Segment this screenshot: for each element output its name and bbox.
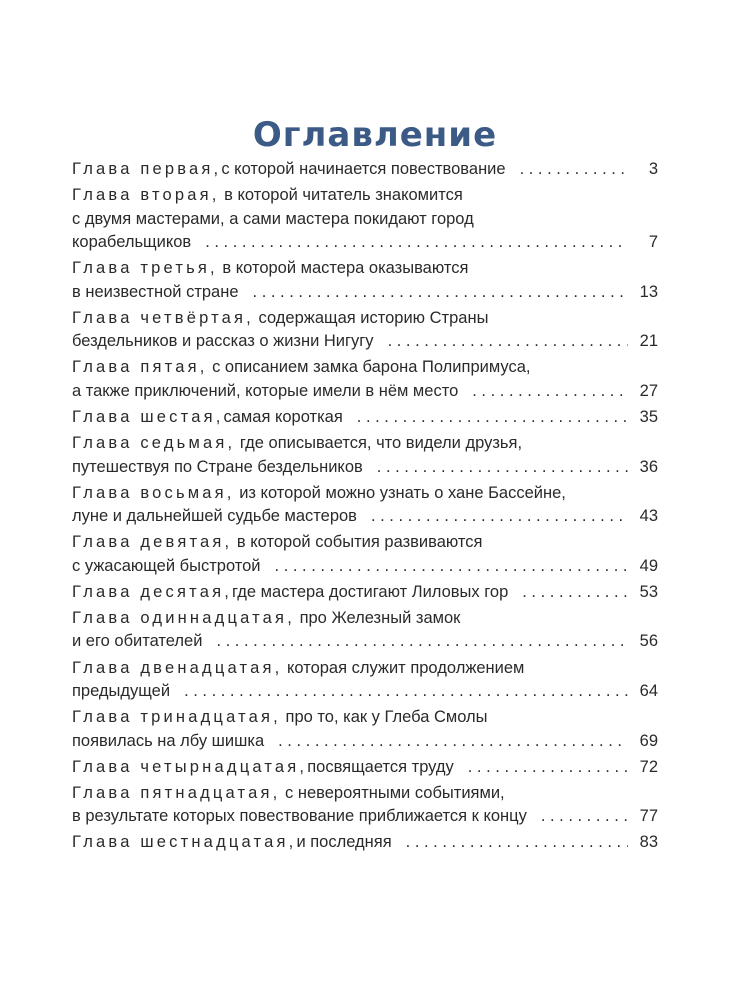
chapter-label: Глава двенадцатая, [72, 658, 283, 677]
dot-leader [216, 630, 627, 654]
chapter-description: которая служит продолжением [282, 658, 525, 677]
toc-line [72, 581, 658, 605]
dot-leader [377, 456, 628, 480]
toc-line [72, 356, 658, 380]
toc-line [72, 432, 658, 456]
toc-line [72, 531, 658, 555]
chapter-label: Глава восьмая, [72, 483, 235, 502]
toc-line [72, 730, 658, 754]
toc-line [72, 657, 658, 681]
chapter-label: Глава девятая, [72, 533, 233, 552]
toc-entry[interactable] [72, 406, 658, 430]
chapter-description-continued: в результате которых повествование приближается к концу [72, 807, 527, 826]
chapter-label: Глава шестая, [72, 407, 224, 426]
page-number: 49 [639, 556, 658, 575]
toc-line [72, 782, 658, 806]
dot-leader [520, 158, 628, 182]
chapter-label: Глава третья, [72, 259, 218, 278]
toc-line [72, 756, 658, 780]
dot-leader [388, 330, 628, 354]
dot-leader [278, 730, 628, 754]
chapter-description: в которой читатель знакомится [219, 186, 463, 205]
chapter-description-continued: с двумя мастерами, а сами мастера покидают город [72, 209, 474, 228]
toc-line [72, 406, 658, 430]
toc-line [72, 456, 658, 480]
toc-entry[interactable] [72, 158, 658, 182]
chapter-description: самая короткая [223, 407, 343, 426]
chapter-description-continued: и его обитателей [72, 632, 203, 651]
chapter-label: Глава шестнадцатая, [72, 833, 297, 852]
toc-line [72, 208, 658, 232]
toc-line [72, 706, 658, 730]
toc-line [72, 307, 658, 331]
toc-line [72, 805, 658, 829]
toc-line [72, 555, 658, 579]
page-number: 43 [639, 507, 658, 526]
chapter-description: содержащая историю Страны [253, 308, 489, 327]
chapter-label: Глава тринадцатая, [72, 708, 281, 727]
chapter-description-continued: а также приключений, которые имели в нём место [72, 381, 459, 400]
toc-entry[interactable] [72, 257, 658, 304]
toc-line [72, 607, 658, 631]
chapter-description-continued: путешествуя по Стране бездельников [72, 457, 363, 476]
toc-entry[interactable] [72, 657, 658, 704]
chapter-description: с невероятными событиями, [280, 783, 505, 802]
page-number: 83 [639, 833, 658, 852]
chapter-description-continued: бездельников и рассказ о жизни Нигугу [72, 332, 374, 351]
table-of-contents [72, 158, 658, 858]
chapter-description: про то, как у Глеба Смолы [280, 708, 488, 727]
chapter-description-continued: с ужасающей быстротой [72, 556, 261, 575]
chapter-description-continued: корабельщиков [72, 233, 192, 252]
toc-entry[interactable] [72, 831, 658, 855]
dot-leader [253, 281, 628, 305]
page-number: 35 [639, 407, 658, 426]
dot-leader [205, 231, 628, 255]
chapter-label: Глава первая, [72, 160, 222, 178]
toc-line [72, 184, 658, 208]
toc-entry[interactable] [72, 531, 658, 578]
toc-line [72, 380, 658, 404]
chapter-label: Глава седьмая, [72, 434, 236, 453]
chapter-description: в которой события развиваются [232, 533, 483, 552]
toc-line [72, 158, 658, 182]
toc-entry[interactable] [72, 184, 658, 255]
chapter-description: и последняя [296, 833, 392, 852]
chapter-description: где мастера достигают Лиловых гор [232, 582, 509, 601]
dot-leader [468, 756, 628, 780]
page-number: 3 [648, 160, 658, 178]
dot-leader [472, 380, 627, 404]
page-number: 77 [639, 807, 658, 826]
toc-line [72, 330, 658, 354]
chapter-label: Глава вторая, [72, 186, 220, 205]
dot-leader [357, 406, 628, 430]
toc-entry[interactable] [72, 756, 658, 780]
chapter-description: из которой можно узнать о хане Бассейне, [234, 483, 566, 502]
chapter-label: Глава четвёртая, [72, 308, 254, 327]
page-number: 72 [639, 757, 658, 776]
toc-line [72, 680, 658, 704]
page-title: Оглавление [252, 114, 498, 155]
page-number: 36 [639, 457, 658, 476]
dot-leader [541, 805, 628, 829]
chapter-description-continued: в неизвестной стране [72, 282, 239, 301]
dot-leader [275, 555, 628, 579]
toc-line [72, 630, 658, 654]
toc-entry[interactable] [72, 482, 658, 529]
toc-entry[interactable] [72, 356, 658, 403]
chapter-label: Глава четырнадцатая, [72, 757, 308, 776]
chapter-description: с описанием замка барона Полипримуса, [207, 358, 531, 377]
toc-entry[interactable] [72, 581, 658, 605]
page-number: 53 [639, 582, 658, 601]
chapter-description-continued: предыдущей [72, 682, 171, 701]
toc-entry[interactable] [72, 307, 658, 354]
toc-line [72, 231, 658, 255]
toc-entry[interactable] [72, 432, 658, 479]
chapter-description: с которой начинается повествование [221, 160, 506, 178]
page-number: 64 [639, 682, 658, 701]
chapter-description: в которой мастера оказываются [217, 259, 469, 278]
chapter-description: где описывается, что видели друзья, [235, 434, 523, 453]
chapter-description-continued: луне и дальнейшей судьбе мастеров [72, 507, 357, 526]
chapter-description-continued: появилась на лбу шишка [72, 731, 265, 750]
page-number: 13 [639, 282, 658, 301]
toc-entry[interactable] [72, 782, 658, 829]
toc-line [72, 281, 658, 305]
dot-leader [371, 505, 628, 529]
dot-leader [406, 831, 628, 855]
toc-entry[interactable] [72, 607, 658, 654]
toc-line [72, 831, 658, 855]
chapter-label: Глава одиннадцатая, [72, 608, 295, 627]
chapter-label: Глава десятая, [72, 582, 233, 601]
toc-line [72, 257, 658, 281]
dot-leader [522, 581, 627, 605]
chapter-description: посвящается труду [307, 757, 454, 776]
toc-line [72, 482, 658, 506]
page-number: 27 [639, 381, 658, 400]
page-number: 56 [639, 632, 658, 651]
chapter-description: про Железный замок [294, 608, 461, 627]
toc-entry[interactable] [72, 706, 658, 753]
dot-leader [184, 680, 628, 704]
page-number: 21 [639, 332, 658, 351]
page-number: 7 [648, 233, 658, 252]
toc-line [72, 505, 658, 529]
chapter-label: Глава пятая, [72, 358, 208, 377]
page-number: 69 [639, 731, 658, 750]
chapter-label: Глава пятнадцатая, [72, 783, 281, 802]
